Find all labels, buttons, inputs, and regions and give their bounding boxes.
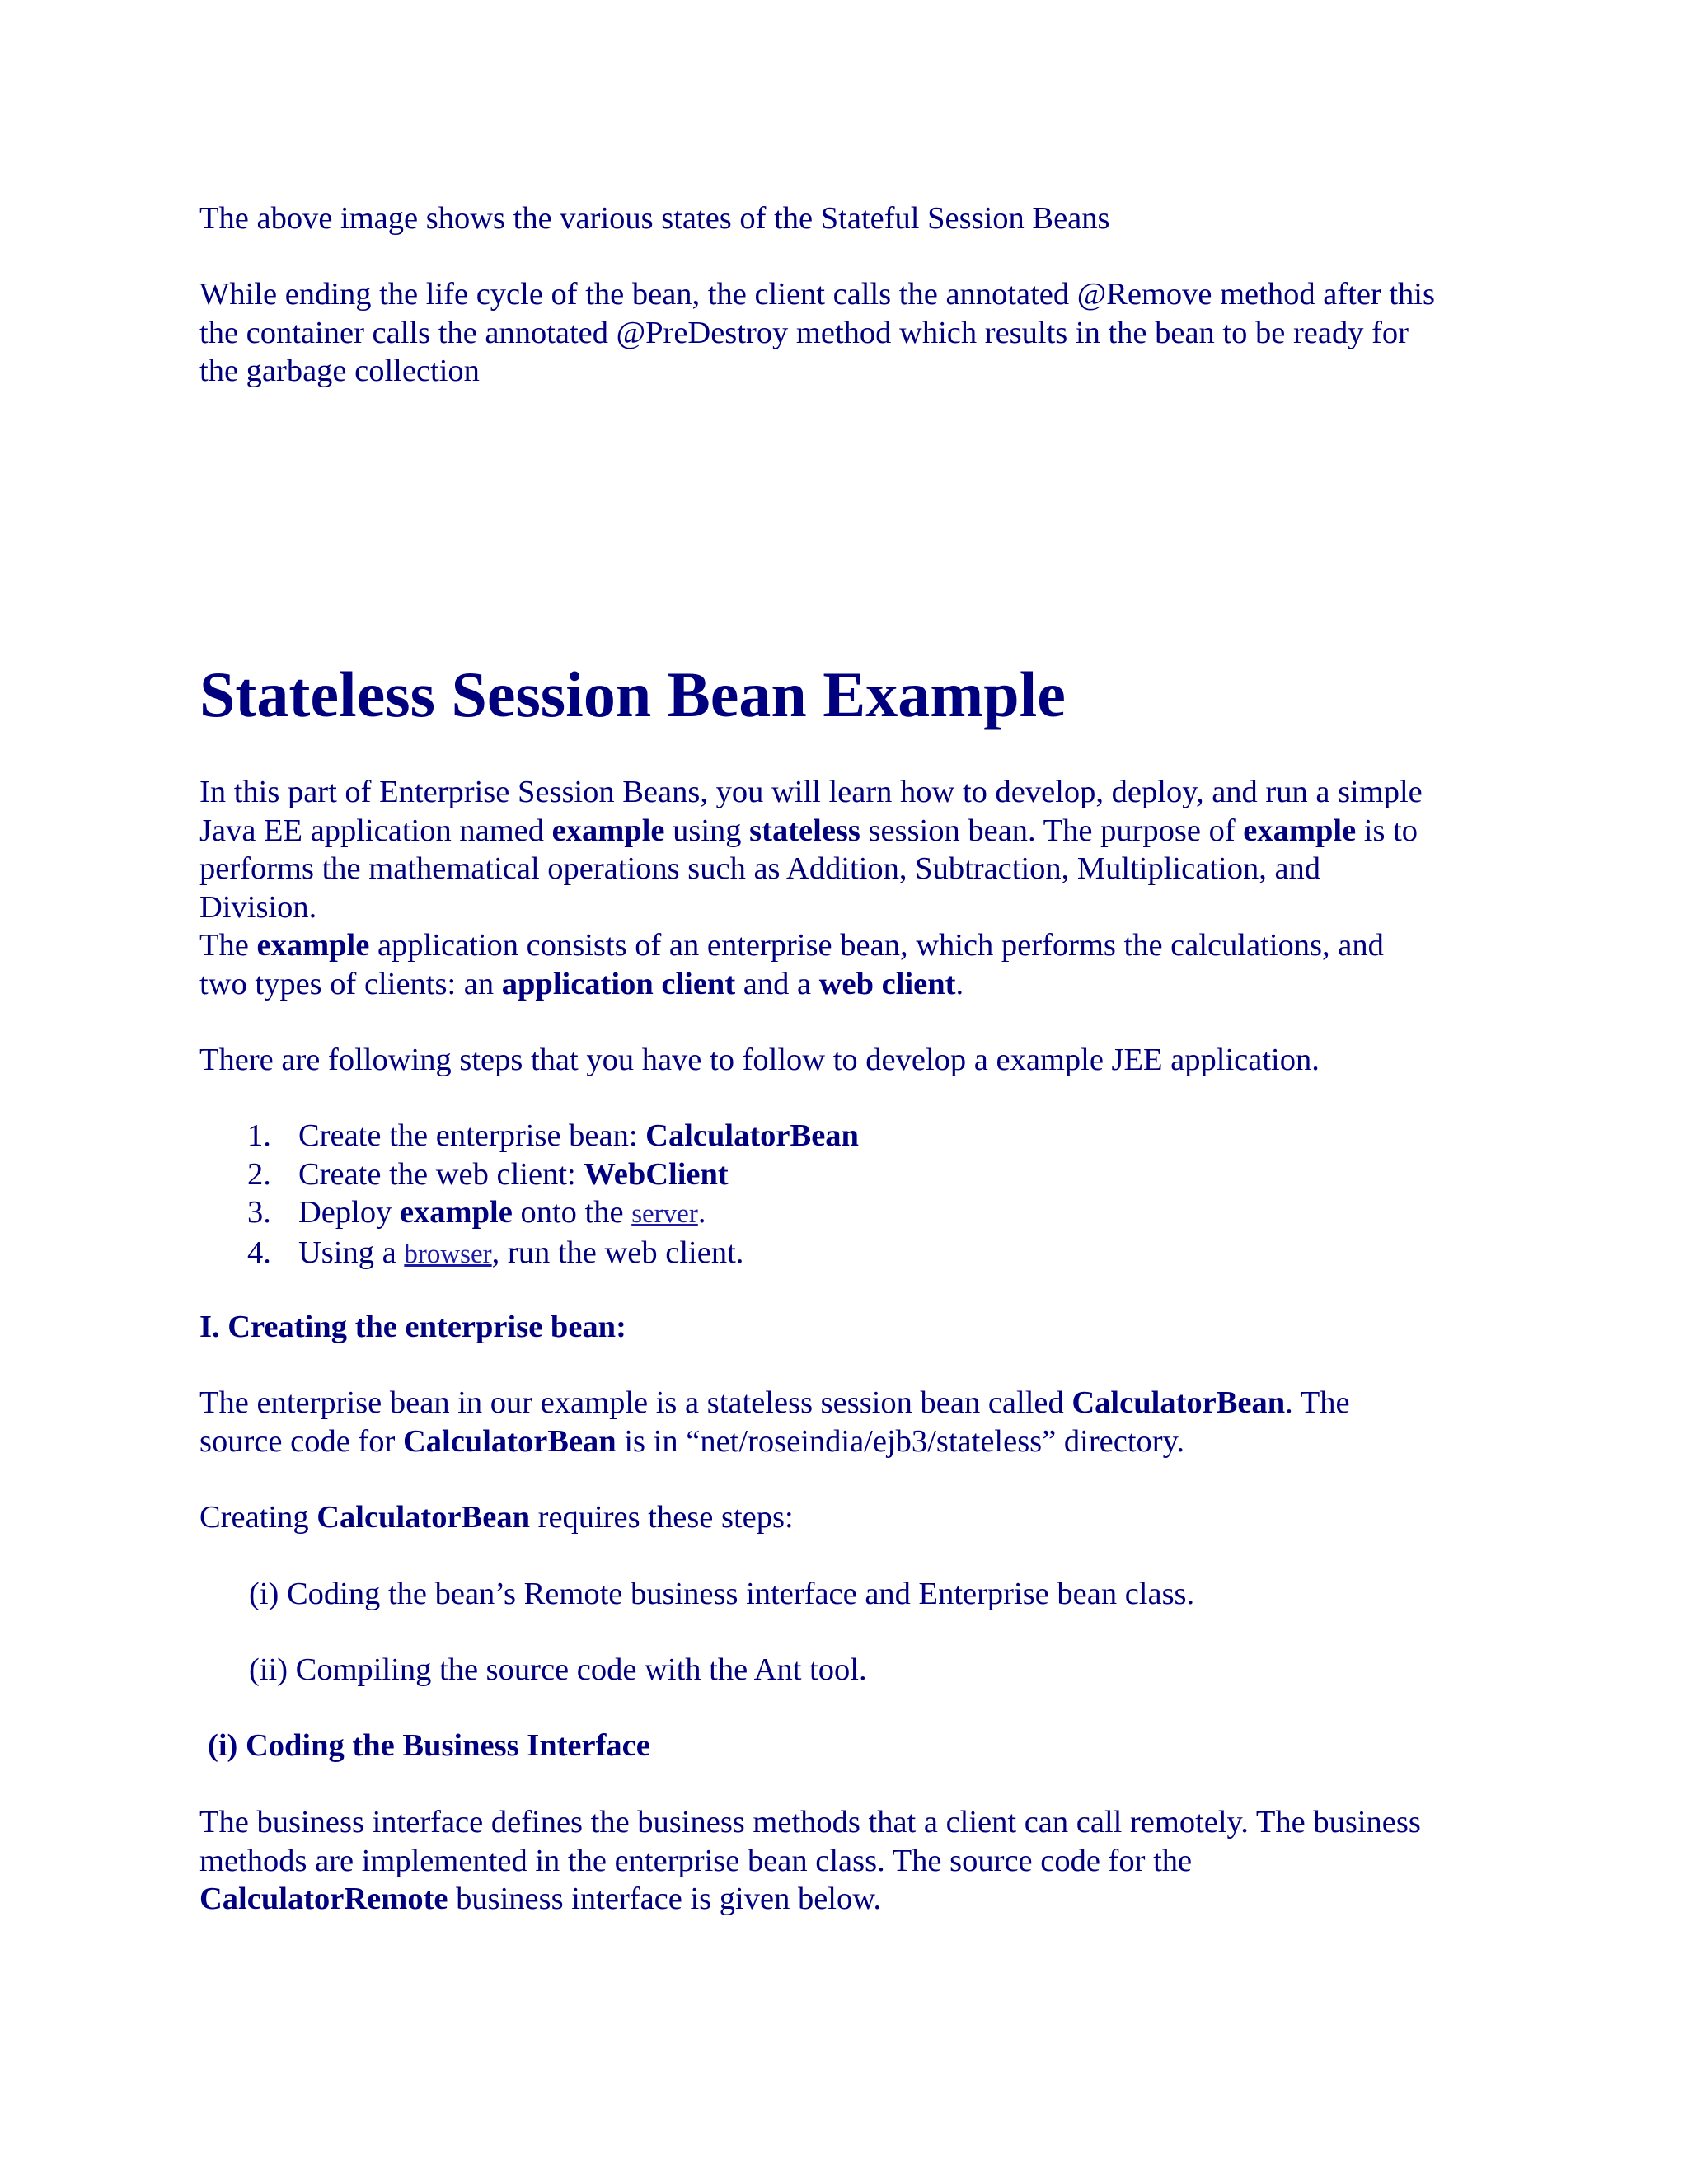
page-title: Stateless Session Bean Example	[199, 658, 1066, 730]
list-item: 2. Create the web client: WebClient	[247, 1156, 729, 1192]
list-item: 4. Using a browser, run the web client.	[247, 1235, 744, 1270]
bean-line: The enterprise bean in our example is a stateless session bean called CalculatorBean. The	[199, 1385, 1350, 1420]
steps-list	[199, 1117, 859, 1273]
overview-line: The example application consists of an enterprise bean, which performs the calculations, and	[199, 928, 1384, 963]
lifecycle-paragraph	[199, 275, 1435, 391]
browser-link[interactable]: browser	[404, 1239, 492, 1269]
lifecycle-line: the container calls the annotated @PreDestroy method which results in the bean to be ready for	[199, 315, 1409, 350]
interface-line: methods are implemented in the enterprise bean class. The source code for the	[199, 1843, 1193, 1878]
server-link[interactable]: server	[631, 1199, 698, 1229]
interface-line: CalculatorRemote business interface is given below.	[199, 1882, 882, 1916]
overview-line: Division.	[199, 889, 317, 925]
sub-step-compiling: (ii) Compiling the source code with the Ant tool.	[249, 1652, 867, 1687]
overview-line: two types of clients: an application client and a web client.	[199, 966, 964, 1001]
bean-line: source code for CalculatorBean is in “net/roseindia/ejb3/stateless” directory.	[199, 1423, 1184, 1459]
requires-steps-text: Creating CalculatorBean requires these steps:	[199, 1500, 794, 1535]
sub-step-coding: (i) Coding the bean’s Remote business interface and Enterprise bean class.	[249, 1577, 1195, 1611]
interface-paragraph	[199, 1803, 1421, 1919]
section-heading-business-interface: (i) Coding the Business Interface	[208, 1728, 650, 1763]
overview-line: Java EE application named example using stateless session bean. The purpose of example is to	[199, 813, 1418, 848]
lifecycle-line: While ending the life cycle of the bean, the client calls the annotated @Remove method after this	[199, 277, 1435, 312]
overview-line: performs the mathematical operations such as Addition, Subtraction, Multiplication, and	[199, 851, 1321, 886]
list-item: 1. Create the enterprise bean: CalculatorBean	[247, 1118, 859, 1153]
interface-line: The business interface defines the business methods that a client can call remotely. The business	[199, 1805, 1421, 1840]
lifecycle-line: the garbage collection	[199, 354, 480, 388]
overview-paragraph	[199, 773, 1423, 1003]
steps-intro: There are following steps that you have to follow to develop a example JEE application.	[199, 1043, 1320, 1077]
intro-paragraph: The above image shows the various states of the Stateful Session Beans	[199, 201, 1110, 236]
section-heading-creating-bean: I. Creating the enterprise bean:	[199, 1310, 626, 1344]
bean-paragraph	[199, 1384, 1350, 1460]
list-item: 3. Deploy example onto the server.	[247, 1195, 706, 1230]
overview-line: In this part of Enterprise Session Beans, you will learn how to develop, deploy, and run a simple	[199, 775, 1423, 809]
